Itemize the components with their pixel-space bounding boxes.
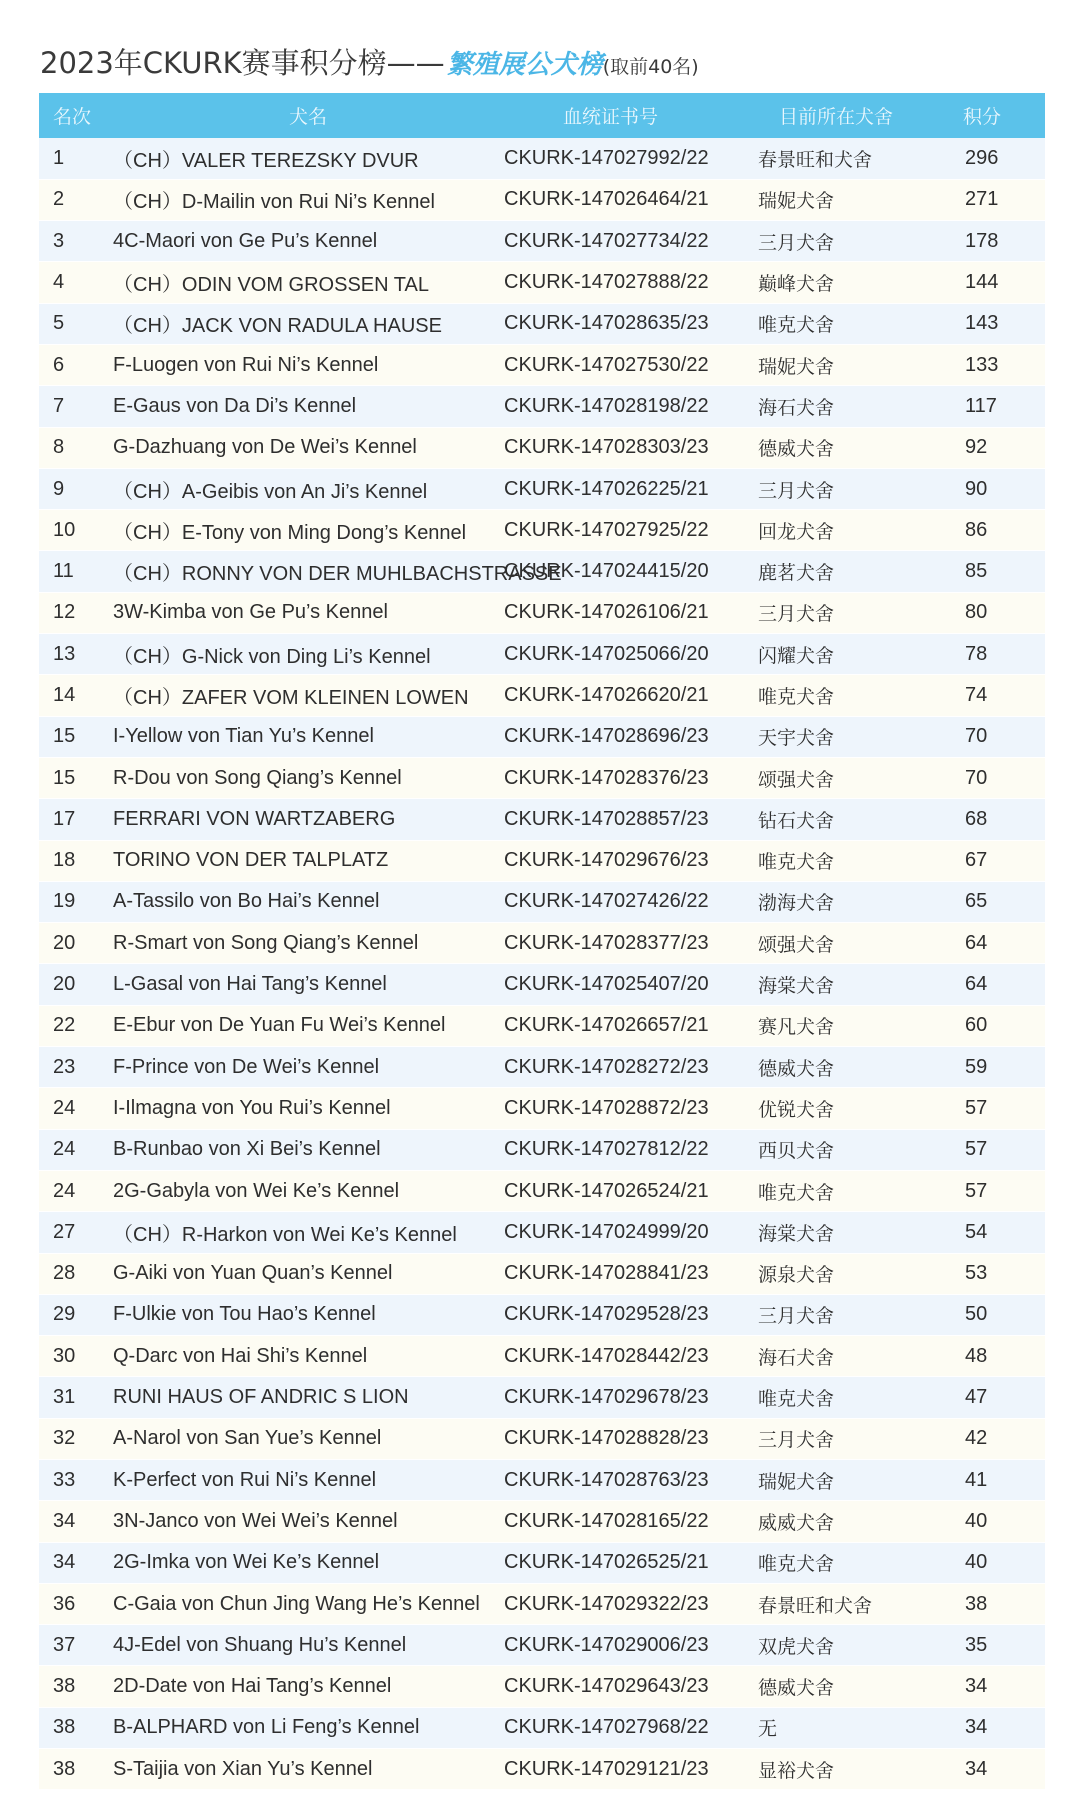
registration-cell: CKURK-147027888/22 bbox=[503, 262, 751, 303]
table-row bbox=[39, 510, 1045, 551]
score-cell: 296 bbox=[923, 138, 1045, 179]
kennel-cell: 唯克犬舍 bbox=[751, 1377, 923, 1418]
dog-name-cell: R-Dou von Song Qiang’s Kennel bbox=[113, 757, 503, 798]
rank-cell: 4 bbox=[39, 262, 113, 303]
rank-cell: 17 bbox=[39, 799, 113, 840]
dog-name-cell: G-Aiki von Yuan Quan’s Kennel bbox=[113, 1253, 503, 1294]
registration-cell: CKURK-147026225/21 bbox=[503, 468, 751, 509]
kennel-cell: 德威犬舍 bbox=[751, 427, 923, 468]
rank-cell: 27 bbox=[39, 1212, 113, 1253]
registration-cell: CKURK-147026464/21 bbox=[503, 179, 751, 220]
registration-cell: CKURK-147028303/23 bbox=[503, 427, 751, 468]
dog-name-cell: L-Gasal von Hai Tang’s Kennel bbox=[113, 964, 503, 1005]
registration-cell: CKURK-147026524/21 bbox=[503, 1170, 751, 1211]
table-row bbox=[39, 923, 1045, 964]
score-cell: 57 bbox=[923, 1129, 1045, 1170]
rank-cell: 14 bbox=[39, 675, 113, 716]
table-row bbox=[39, 634, 1045, 675]
kennel-cell: 瑞妮犬舍 bbox=[751, 344, 923, 385]
rank-cell: 12 bbox=[39, 592, 113, 633]
kennel-cell: 海石犬舍 bbox=[751, 386, 923, 427]
score-cell: 65 bbox=[923, 881, 1045, 922]
title-main: 2023年CKURK赛事积分榜—— bbox=[40, 46, 445, 80]
rank-cell: 18 bbox=[39, 840, 113, 881]
rank-cell: 2 bbox=[39, 179, 113, 220]
score-cell: 64 bbox=[923, 964, 1045, 1005]
rank-cell: 1 bbox=[39, 138, 113, 179]
table-row bbox=[39, 344, 1045, 385]
title-highlight: 繁殖展公犬榜 bbox=[446, 50, 603, 80]
kennel-cell: 渤海犬舍 bbox=[751, 881, 923, 922]
score-cell: 41 bbox=[923, 1460, 1045, 1501]
rank-cell: 22 bbox=[39, 1005, 113, 1046]
dog-name-cell: 2D-Date von Hai Tang’s Kennel bbox=[113, 1666, 503, 1707]
kennel-cell: 德威犬舍 bbox=[751, 1047, 923, 1088]
table-header bbox=[39, 93, 1045, 138]
ranking-table bbox=[39, 93, 1045, 1790]
registration-cell: CKURK-147027530/22 bbox=[503, 344, 751, 385]
score-cell: 57 bbox=[923, 1170, 1045, 1211]
table-row bbox=[39, 1212, 1045, 1253]
rank-cell: 34 bbox=[39, 1501, 113, 1542]
table-row bbox=[39, 262, 1045, 303]
kennel-cell: 春景旺和犬舍 bbox=[751, 138, 923, 179]
score-cell: 80 bbox=[923, 592, 1045, 633]
column-header-score: 积分 bbox=[923, 93, 1045, 138]
table-row bbox=[39, 1377, 1045, 1418]
score-cell: 117 bbox=[923, 386, 1045, 427]
rank-cell: 20 bbox=[39, 964, 113, 1005]
rank-cell: 9 bbox=[39, 468, 113, 509]
kennel-cell: 西贝犬舍 bbox=[751, 1129, 923, 1170]
dog-name-cell: （CH）D-Mailin von Rui Ni’s Kennel bbox=[113, 179, 503, 220]
kennel-cell: 颂强犬舍 bbox=[751, 923, 923, 964]
registration-cell: CKURK-147026620/21 bbox=[503, 675, 751, 716]
score-cell: 67 bbox=[923, 840, 1045, 881]
score-cell: 34 bbox=[923, 1666, 1045, 1707]
rank-cell: 23 bbox=[39, 1047, 113, 1088]
dog-name-cell: A-Tassilo von Bo Hai’s Kennel bbox=[113, 881, 503, 922]
kennel-cell: 显裕犬舍 bbox=[751, 1749, 923, 1790]
rank-cell: 24 bbox=[39, 1170, 113, 1211]
dog-name-cell: F-Prince von De Wei’s Kennel bbox=[113, 1047, 503, 1088]
rank-cell: 19 bbox=[39, 881, 113, 922]
registration-cell: CKURK-147028376/23 bbox=[503, 757, 751, 798]
rank-cell: 3 bbox=[39, 221, 113, 262]
registration-cell: CKURK-147029322/23 bbox=[503, 1583, 751, 1624]
kennel-cell: 三月犬舍 bbox=[751, 221, 923, 262]
table-row bbox=[39, 1666, 1045, 1707]
registration-cell: CKURK-147028857/23 bbox=[503, 799, 751, 840]
dog-name-cell: B-ALPHARD von Li Feng’s Kennel bbox=[113, 1707, 503, 1748]
table-row bbox=[39, 964, 1045, 1005]
registration-cell: CKURK-147027812/22 bbox=[503, 1129, 751, 1170]
table-row bbox=[39, 468, 1045, 509]
kennel-cell: 颂强犬舍 bbox=[751, 757, 923, 798]
dog-name-cell: RUNI HAUS OF ANDRIC S LION bbox=[113, 1377, 503, 1418]
dog-name-cell: （CH）G-Nick von Ding Li’s Kennel bbox=[113, 634, 503, 675]
kennel-cell: 唯克犬舍 bbox=[751, 1542, 923, 1583]
kennel-cell: 三月犬舍 bbox=[751, 592, 923, 633]
registration-cell: CKURK-147027925/22 bbox=[503, 510, 751, 551]
table-row bbox=[39, 757, 1045, 798]
registration-cell: CKURK-147029006/23 bbox=[503, 1625, 751, 1666]
table-row bbox=[39, 1707, 1045, 1748]
registration-cell: CKURK-147028696/23 bbox=[503, 716, 751, 757]
dog-name-cell: K-Perfect von Rui Ni’s Kennel bbox=[113, 1460, 503, 1501]
dog-name-cell: C-Gaia von Chun Jing Wang He’s Kennel bbox=[113, 1583, 503, 1624]
table-row bbox=[39, 1501, 1045, 1542]
score-cell: 85 bbox=[923, 551, 1045, 592]
column-header-rank: 名次 bbox=[39, 93, 113, 138]
score-cell: 178 bbox=[923, 221, 1045, 262]
rank-cell: 38 bbox=[39, 1707, 113, 1748]
page-title bbox=[40, 38, 699, 88]
kennel-cell: 瑞妮犬舍 bbox=[751, 1460, 923, 1501]
rank-cell: 20 bbox=[39, 923, 113, 964]
kennel-cell: 赛凡犬舍 bbox=[751, 1005, 923, 1046]
registration-cell: CKURK-147029676/23 bbox=[503, 840, 751, 881]
dog-name-cell: 3W-Kimba von Ge Pu’s Kennel bbox=[113, 592, 503, 633]
kennel-cell: 三月犬舍 bbox=[751, 1418, 923, 1459]
dog-name-cell: （CH）E-Tony von Ming Dong’s Kennel bbox=[113, 510, 503, 551]
registration-cell: CKURK-147028442/23 bbox=[503, 1336, 751, 1377]
kennel-cell: 春景旺和犬舍 bbox=[751, 1583, 923, 1624]
table-row bbox=[39, 1583, 1045, 1624]
rank-cell: 13 bbox=[39, 634, 113, 675]
column-header-name: 犬名 bbox=[113, 93, 503, 138]
rank-cell: 11 bbox=[39, 551, 113, 592]
score-cell: 59 bbox=[923, 1047, 1045, 1088]
score-cell: 54 bbox=[923, 1212, 1045, 1253]
rank-cell: 36 bbox=[39, 1583, 113, 1624]
table-row bbox=[39, 1294, 1045, 1335]
dog-name-cell: 3N-Janco von Wei Wei’s Kennel bbox=[113, 1501, 503, 1542]
table-row bbox=[39, 386, 1045, 427]
kennel-cell: 三月犬舍 bbox=[751, 1294, 923, 1335]
column-header-registration: 血统证书号 bbox=[503, 93, 751, 138]
kennel-cell: 鹿茗犬舍 bbox=[751, 551, 923, 592]
kennel-cell: 三月犬舍 bbox=[751, 468, 923, 509]
rank-cell: 8 bbox=[39, 427, 113, 468]
dog-name-cell: F-Ulkie von Tou Hao’s Kennel bbox=[113, 1294, 503, 1335]
score-cell: 74 bbox=[923, 675, 1045, 716]
table-row bbox=[39, 592, 1045, 633]
kennel-cell: 钻石犬舍 bbox=[751, 799, 923, 840]
table-row bbox=[39, 1460, 1045, 1501]
score-cell: 34 bbox=[923, 1749, 1045, 1790]
score-cell: 90 bbox=[923, 468, 1045, 509]
score-cell: 42 bbox=[923, 1418, 1045, 1459]
table-row bbox=[39, 1253, 1045, 1294]
dog-name-cell: （CH）ZAFER VOM KLEINEN LOWEN bbox=[113, 675, 503, 716]
score-cell: 144 bbox=[923, 262, 1045, 303]
registration-cell: CKURK-147028841/23 bbox=[503, 1253, 751, 1294]
score-cell: 53 bbox=[923, 1253, 1045, 1294]
rank-cell: 7 bbox=[39, 386, 113, 427]
score-cell: 38 bbox=[923, 1583, 1045, 1624]
registration-cell: CKURK-147027992/22 bbox=[503, 138, 751, 179]
rank-cell: 15 bbox=[39, 716, 113, 757]
table-body bbox=[39, 138, 1045, 1790]
rank-cell: 24 bbox=[39, 1129, 113, 1170]
title-note: (取前40名) bbox=[602, 56, 699, 78]
score-cell: 271 bbox=[923, 179, 1045, 220]
dog-name-cell: FERRARI VON WARTZABERG bbox=[113, 799, 503, 840]
score-cell: 68 bbox=[923, 799, 1045, 840]
dog-name-cell: A-Narol von San Yue’s Kennel bbox=[113, 1418, 503, 1459]
table-row bbox=[39, 1005, 1045, 1046]
kennel-cell: 海棠犬舍 bbox=[751, 964, 923, 1005]
rank-cell: 6 bbox=[39, 344, 113, 385]
dog-name-cell: （CH）A-Geibis von An Ji’s Kennel bbox=[113, 468, 503, 509]
kennel-cell: 威威犬舍 bbox=[751, 1501, 923, 1542]
table-row bbox=[39, 840, 1045, 881]
score-cell: 60 bbox=[923, 1005, 1045, 1046]
registration-cell: CKURK-147027734/22 bbox=[503, 221, 751, 262]
kennel-cell: 唯克犬舍 bbox=[751, 303, 923, 344]
dog-name-cell: TORINO VON DER TALPLATZ bbox=[113, 840, 503, 881]
kennel-cell: 唯克犬舍 bbox=[751, 1170, 923, 1211]
rank-cell: 10 bbox=[39, 510, 113, 551]
rank-cell: 33 bbox=[39, 1460, 113, 1501]
table-row bbox=[39, 1418, 1045, 1459]
registration-cell: CKURK-147028165/22 bbox=[503, 1501, 751, 1542]
kennel-cell: 德威犬舍 bbox=[751, 1666, 923, 1707]
dog-name-cell: S-Taijia von Xian Yu’s Kennel bbox=[113, 1749, 503, 1790]
registration-cell: CKURK-147028828/23 bbox=[503, 1418, 751, 1459]
rank-cell: 30 bbox=[39, 1336, 113, 1377]
table-row bbox=[39, 1749, 1045, 1790]
registration-cell: CKURK-147027426/22 bbox=[503, 881, 751, 922]
score-cell: 47 bbox=[923, 1377, 1045, 1418]
dog-name-cell: E-Ebur von De Yuan Fu Wei’s Kennel bbox=[113, 1005, 503, 1046]
registration-cell: CKURK-147028872/23 bbox=[503, 1088, 751, 1129]
dog-name-cell: B-Runbao von Xi Bei’s Kennel bbox=[113, 1129, 503, 1170]
column-header-kennel: 目前所在犬舍 bbox=[751, 93, 923, 138]
rank-cell: 24 bbox=[39, 1088, 113, 1129]
dog-name-cell: 2G-Imka von Wei Ke’s Kennel bbox=[113, 1542, 503, 1583]
dog-name-cell: Q-Darc von Hai Shi’s Kennel bbox=[113, 1336, 503, 1377]
kennel-cell: 回龙犬舍 bbox=[751, 510, 923, 551]
dog-name-cell: （CH）R-Harkon von Wei Ke’s Kennel bbox=[113, 1212, 503, 1253]
kennel-cell: 海棠犬舍 bbox=[751, 1212, 923, 1253]
table-row bbox=[39, 303, 1045, 344]
dog-name-cell: I-Ilmagna von You Rui’s Kennel bbox=[113, 1088, 503, 1129]
registration-cell: CKURK-147028763/23 bbox=[503, 1460, 751, 1501]
kennel-cell: 闪耀犬舍 bbox=[751, 634, 923, 675]
table-row bbox=[39, 1170, 1045, 1211]
table-row bbox=[39, 799, 1045, 840]
score-cell: 133 bbox=[923, 344, 1045, 385]
table-row bbox=[39, 716, 1045, 757]
registration-cell: CKURK-147025066/20 bbox=[503, 634, 751, 675]
table-row bbox=[39, 1336, 1045, 1377]
dog-name-cell: （CH）VALER TEREZSKY DVUR bbox=[113, 138, 503, 179]
score-cell: 64 bbox=[923, 923, 1045, 964]
score-cell: 40 bbox=[923, 1542, 1045, 1583]
registration-cell: CKURK-147029678/23 bbox=[503, 1377, 751, 1418]
kennel-cell: 海石犬舍 bbox=[751, 1336, 923, 1377]
table-row bbox=[39, 1625, 1045, 1666]
registration-cell: CKURK-147029528/23 bbox=[503, 1294, 751, 1335]
score-cell: 34 bbox=[923, 1707, 1045, 1748]
rank-cell: 38 bbox=[39, 1749, 113, 1790]
registration-cell: CKURK-147027968/22 bbox=[503, 1707, 751, 1748]
table-row bbox=[39, 427, 1045, 468]
dog-name-cell: （CH）JACK VON RADULA HAUSE bbox=[113, 303, 503, 344]
score-cell: 35 bbox=[923, 1625, 1045, 1666]
rank-cell: 38 bbox=[39, 1666, 113, 1707]
registration-cell: CKURK-147026525/21 bbox=[503, 1542, 751, 1583]
dog-name-cell: I-Yellow von Tian Yu’s Kennel bbox=[113, 716, 503, 757]
dog-name-cell: （CH）ODIN VOM GROSSEN TAL bbox=[113, 262, 503, 303]
rank-cell: 37 bbox=[39, 1625, 113, 1666]
table-row bbox=[39, 1129, 1045, 1170]
dog-name-cell: 2G-Gabyla von Wei Ke’s Kennel bbox=[113, 1170, 503, 1211]
kennel-cell: 唯克犬舍 bbox=[751, 675, 923, 716]
table-row bbox=[39, 1088, 1045, 1129]
header-row bbox=[39, 93, 1045, 138]
table-row bbox=[39, 221, 1045, 262]
registration-cell: CKURK-147028635/23 bbox=[503, 303, 751, 344]
registration-cell: CKURK-147026106/21 bbox=[503, 592, 751, 633]
dog-name-cell: F-Luogen von Rui Ni’s Kennel bbox=[113, 344, 503, 385]
registration-cell: CKURK-147028377/23 bbox=[503, 923, 751, 964]
kennel-cell: 天宇犬舍 bbox=[751, 716, 923, 757]
registration-cell: CKURK-147024999/20 bbox=[503, 1212, 751, 1253]
dog-name-cell: G-Dazhuang von De Wei’s Kennel bbox=[113, 427, 503, 468]
kennel-cell: 源泉犬舍 bbox=[751, 1253, 923, 1294]
table-row bbox=[39, 1542, 1045, 1583]
dog-name-cell: 4J-Edel von Shuang Hu’s Kennel bbox=[113, 1625, 503, 1666]
score-cell: 40 bbox=[923, 1501, 1045, 1542]
kennel-cell: 唯克犬舍 bbox=[751, 840, 923, 881]
score-cell: 57 bbox=[923, 1088, 1045, 1129]
dog-name-cell: 4C-Maori von Ge Pu’s Kennel bbox=[113, 221, 503, 262]
kennel-cell: 双虎犬舍 bbox=[751, 1625, 923, 1666]
score-cell: 143 bbox=[923, 303, 1045, 344]
table-row bbox=[39, 551, 1045, 592]
rank-cell: 29 bbox=[39, 1294, 113, 1335]
rank-cell: 28 bbox=[39, 1253, 113, 1294]
registration-cell: CKURK-147029643/23 bbox=[503, 1666, 751, 1707]
score-cell: 70 bbox=[923, 716, 1045, 757]
kennel-cell: 无 bbox=[751, 1707, 923, 1748]
registration-cell: CKURK-147024415/20 bbox=[503, 551, 751, 592]
table-row bbox=[39, 1047, 1045, 1088]
registration-cell: CKURK-147026657/21 bbox=[503, 1005, 751, 1046]
rank-cell: 31 bbox=[39, 1377, 113, 1418]
rank-cell: 5 bbox=[39, 303, 113, 344]
score-cell: 50 bbox=[923, 1294, 1045, 1335]
table-row bbox=[39, 179, 1045, 220]
kennel-cell: 瑞妮犬舍 bbox=[751, 179, 923, 220]
rank-cell: 15 bbox=[39, 757, 113, 798]
registration-cell: CKURK-147025407/20 bbox=[503, 964, 751, 1005]
score-cell: 78 bbox=[923, 634, 1045, 675]
score-cell: 48 bbox=[923, 1336, 1045, 1377]
table-row bbox=[39, 138, 1045, 179]
dog-name-cell: （CH）RONNY VON DER MUHLBACHSTRASSE bbox=[113, 551, 503, 592]
score-cell: 92 bbox=[923, 427, 1045, 468]
table-row bbox=[39, 881, 1045, 922]
rank-cell: 32 bbox=[39, 1418, 113, 1459]
kennel-cell: 巅峰犬舍 bbox=[751, 262, 923, 303]
dog-name-cell: E-Gaus von Da Di’s Kennel bbox=[113, 386, 503, 427]
rank-cell: 34 bbox=[39, 1542, 113, 1583]
registration-cell: CKURK-147028272/23 bbox=[503, 1047, 751, 1088]
registration-cell: CKURK-147029121/23 bbox=[503, 1749, 751, 1790]
kennel-cell: 优锐犬舍 bbox=[751, 1088, 923, 1129]
score-cell: 70 bbox=[923, 757, 1045, 798]
dog-name-cell: R-Smart von Song Qiang’s Kennel bbox=[113, 923, 503, 964]
score-cell: 86 bbox=[923, 510, 1045, 551]
registration-cell: CKURK-147028198/22 bbox=[503, 386, 751, 427]
table-row bbox=[39, 675, 1045, 716]
